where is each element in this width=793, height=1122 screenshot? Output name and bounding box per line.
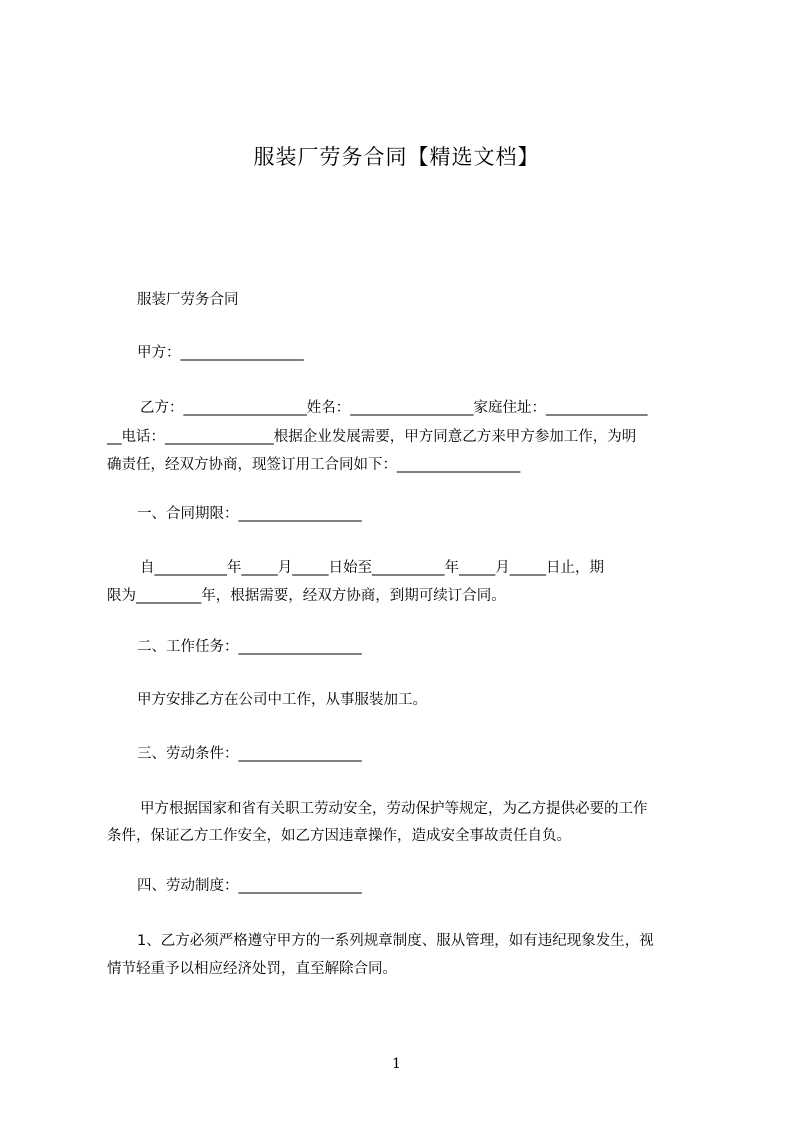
section-4-heading: 四、劳动制度：_________________ — [137, 878, 362, 894]
party-b-line-2: __电话：_______________根据企业发展需要，甲方同意乙方来甲方参加工作，为明 — [107, 429, 637, 445]
section-3-line-1: 甲方根据国家和省有关职工劳动安全，劳动保护等规定，为乙方提供必要的工作 — [140, 801, 648, 817]
party-a-line: 甲方：_________________ — [137, 345, 304, 361]
section-1-heading: 一、合同期限：_________________ — [137, 506, 362, 522]
party-b-line-1: 乙方：_________________姓名：_________________家庭住址：______________ — [140, 400, 648, 416]
section-3-line-2: 条件，保证乙方工作安全，如乙方因违章操作，造成安全事故责任自负。 — [107, 828, 571, 844]
section-1-line-2: 限为_________年，根据需要，经双方协商，到期可续订合同。 — [107, 588, 506, 604]
section-1-line-1: 自__________年_____月_____日始至__________年_____月_____日止，期 — [140, 560, 604, 576]
section-2-heading: 二、工作任务：_________________ — [137, 639, 362, 655]
document-title: 服装厂劳务合同【精选文档】 — [253, 145, 540, 169]
party-b-line-3: 确责任，经双方协商，现签订用工合同如下：_________________ — [107, 457, 521, 473]
section-4-item-1-line-2: 情节轻重予以相应经济处罚，直至解除合同。 — [107, 961, 397, 977]
contract-subtitle: 服装厂劳务合同 — [137, 292, 239, 308]
section-2-body: 甲方安排乙方在公司中工作，从事服装加工。 — [137, 692, 427, 708]
section-4-item-1-line-1: 1、乙方必须严格遵守甲方的一系列规章制度、服从管理，如有违纪现象发生，视 — [137, 933, 654, 949]
page-number: 1 — [392, 1056, 401, 1072]
section-3-heading: 三、劳动条件：_________________ — [137, 746, 362, 762]
